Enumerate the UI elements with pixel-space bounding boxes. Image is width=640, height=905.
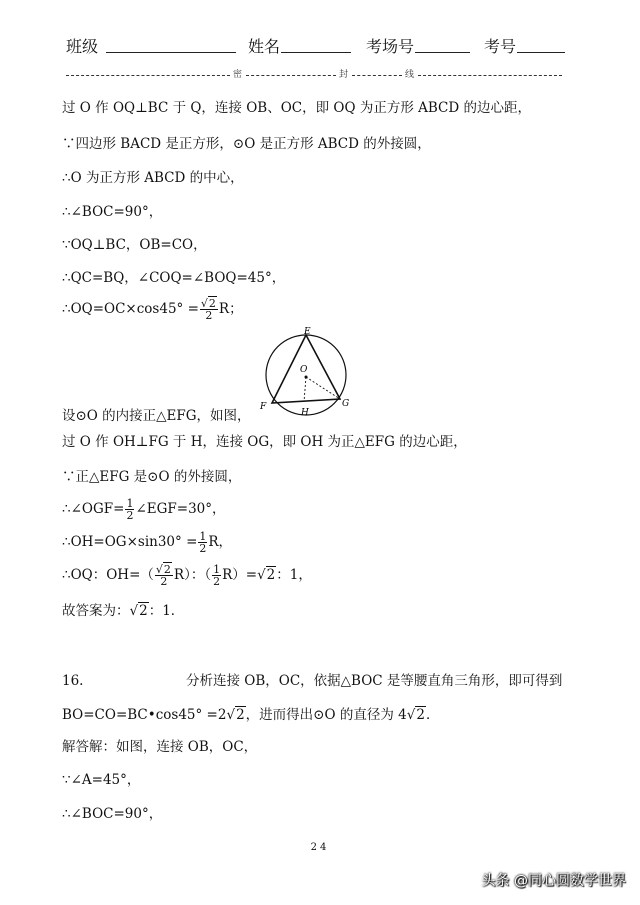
text-segment: ∴OH=OG×sin30° = [62,534,198,550]
text-line: ∵∠A=45°， [62,772,141,788]
point-label-h: H [301,408,309,418]
sqrt: √2 [200,297,216,310]
seal-line [66,68,562,82]
text-line [62,564,312,587]
exam-room-label: 考场号 [366,37,415,56]
fraction: $\frac{√2}{2}$ [155,563,171,588]
text-segment: ． [425,707,440,723]
class-label: 班级 [66,37,99,56]
seal-xian: 线 [405,70,415,80]
text-segment: 故答案为： [62,603,130,619]
exam-room-blank [415,52,470,53]
sqrt: √2 [129,603,148,619]
point-label-g: G [342,399,350,409]
fraction: $\frac{1}{2}$ [213,563,221,588]
text-segment: ∴∠OGF= [62,501,125,517]
name-label: 姓名 [248,37,281,56]
text-line [62,298,243,321]
text-line: ∵OQ⊥BC，OB=CO， [62,237,207,253]
fraction: $\frac{√2}{2}$ [200,297,216,322]
class-blank [106,52,236,53]
point-label-f: F [260,402,267,412]
watermark: 头条 @同心圆数学世界 [481,873,626,889]
point-label-o: O [300,365,308,375]
text-line [62,531,232,554]
text-segment: R）= [222,567,258,583]
text-segment: R； [218,301,243,317]
text-segment: ∴OQ：OH=（ [62,567,154,583]
text-segment: R）：（ [173,567,212,583]
question-number: 16. [62,673,84,689]
text-segment: ：1， [276,567,312,583]
text-line: 分析连接 OB，OC，依据△BOC 是等腰直角三角形，即可得到 [186,673,563,689]
text-line [62,705,439,725]
text-line: ∴QC=BQ，∠COQ=∠BOQ=45°， [62,270,286,286]
text-line: ∵正△EFG 是⊙O 的外接圆， [62,469,242,485]
text-line: 设⊙O 的内接正△EFG，如图， [62,408,251,424]
text-line: ∴∠BOC=90°， [62,806,163,822]
text-segment: ∴OQ=OC×cos45° = [62,301,199,317]
text-segment: ∠EGF=30°， [135,501,226,517]
name-blank [281,52,351,53]
text-segment: ：1． [148,603,185,619]
text-segment: BO=CO=BC•cos45° =2 [62,707,227,723]
seal-dash [66,75,230,76]
fraction: $\frac{1}{2}$ [199,530,207,555]
sqrt: √2 [226,707,245,723]
sqrt: √2 [257,567,276,583]
text-line [62,498,226,521]
seal-dash [246,75,336,76]
circle-triangle-figure [256,323,356,419]
fraction: $\frac{1}{2}$ [126,497,134,522]
seal-feng: 封 [339,70,349,80]
text-line: ∴O 为正方形 ABCD 的中心， [62,170,244,186]
text-segment: ，进而得出⊙O 的直径为 4 [245,707,407,723]
text-line: 解答解：如图，连接 OB，OC， [62,739,258,755]
text-line: 过 O 作 OQ⊥BC 于 Q，连接 OB、OC，即 OQ 为正方形 ABCD 的边心距， [62,100,531,116]
point-label-e: E [304,327,311,337]
text-segment: R， [208,534,233,550]
text-line: ∵四边形 BACD 是正方形，⊙O 是正方形 ABCD 的外接圆， [62,136,431,152]
sqrt: √2 [155,563,171,576]
exam-no-label: 考号 [484,37,517,56]
text-line: 过 O 作 OH⊥FG 于 H，连接 OG，即 OH 为正△EFG 的边心距， [62,434,467,450]
sqrt: √2 [406,707,425,723]
text-line [62,601,184,621]
seal-dash [418,75,562,76]
seal-mi: 密 [233,70,243,80]
page-number: 24 [310,842,330,853]
text-line: ∴∠BOC=90°， [62,204,163,220]
exam-no-blank [517,52,565,53]
seal-dash [352,75,402,76]
exam-header [66,34,586,58]
